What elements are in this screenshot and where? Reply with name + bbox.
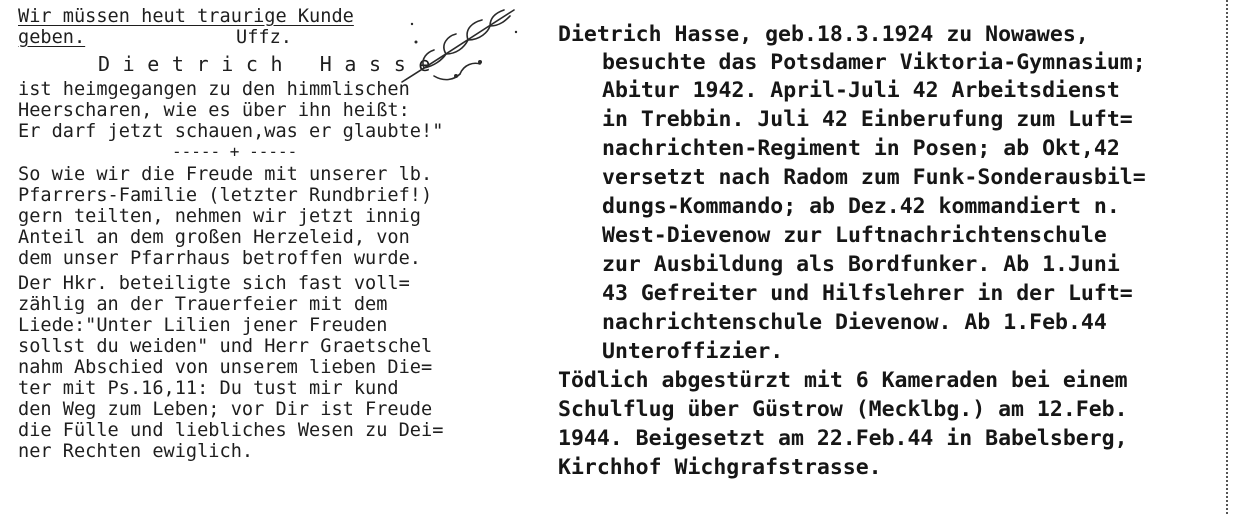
bio-line: nachrichtenschule Dievenow. Ab 1.Feb.44 [602, 310, 1107, 335]
bio-line: nachrichten-Regiment in Posen; ab Okt,42 [602, 136, 1120, 161]
paragraph-line: Pfarrers-Familie (letzter Rundbrief!) [18, 185, 433, 206]
page-edge-divider [1226, 0, 1231, 514]
bio-line: 1944. Beigesetzt am 22.Feb.44 in Babelsberg, [558, 426, 1128, 451]
notice-heading-line-1: Wir müssen heut traurige Kunde [18, 6, 354, 27]
bio-line: besuchte das Potsdamer Viktoria-Gymnasium; [602, 50, 1146, 75]
bio-line: Schulflug über Güstrow (Mecklbg.) am 12.Feb. [558, 397, 1128, 422]
notice-heading-line-2: geben. [18, 27, 86, 48]
bio-line: Kirchhof Wichgrafstrasse. [558, 455, 882, 480]
paragraph-line: ner Rechten ewiglich. [18, 441, 254, 462]
paragraph-line: nahm Abschied von unserem lieben Die= [18, 357, 433, 378]
rank-label: Uffz. [236, 27, 292, 48]
bio-line: Unteroffizier. [602, 339, 784, 364]
palm-branch-icon [394, 2, 530, 88]
paragraph-line: ter mit Ps.16,11: Du tust mir kund [18, 378, 399, 399]
bio-line: in Trebbin. Juli 42 Einberufung zum Luft= [602, 107, 1133, 132]
paragraph-line: die Fülle und liebliches Wesen zu Dei= [18, 420, 444, 441]
paragraph-line: Heerscharen, wie es über ihn heißt: [18, 100, 410, 121]
paragraph-line: Liede:"Unter Lilien jener Freuden [18, 315, 388, 336]
bio-line: West-Dievenow zur Luftnachrichtenschule [602, 223, 1107, 248]
paragraph-line: Der Hkr. beteiligte sich fast voll= [18, 273, 410, 294]
paragraph-line: den Weg zum Leben; vor Dir ist Freude [18, 399, 433, 420]
bio-line: dungs-Kommando; ab Dez.42 kommandiert n. [602, 194, 1120, 219]
paragraph-line: dem unser Pfarrhaus betroffen wurde. [18, 248, 421, 269]
paragraph-line: ist heimgegangen zu den himmlischen [18, 79, 410, 100]
bio-line: versetzt nach Radom zum Funk-Sonderausbil= [602, 165, 1146, 190]
paragraph-line: Er darf jetzt schauen,was er glaubte!" [18, 121, 444, 142]
bio-line: zur Ausbildung als Bordfunker. Ab 1.Juni [602, 252, 1120, 277]
bio-line: Tödlich abgestürzt mit 6 Kameraden bei einem [558, 368, 1128, 393]
paragraph-line: gern teilten, nehmen wir jetzt innig [18, 206, 421, 227]
deceased-name: Dietrich Hasse [98, 52, 443, 76]
bio-line: 43 Gefreiter und Hilfslehrer in der Luft= [602, 281, 1133, 306]
bio-line: Abitur 1942. April-Juli 42 Arbeitsdienst [602, 78, 1120, 103]
paragraph-line: sollst du weiden" und Herr Graetschel [18, 336, 433, 357]
paragraph-line: Anteil an dem großen Herzeleid, von [18, 227, 410, 248]
bio-line: Dietrich Hasse, geb.18.3.1924 zu Nowawes, [558, 22, 1089, 47]
paragraph-line: zählig an der Trauerfeier mit dem [18, 294, 388, 315]
section-divider: ----- + ----- [172, 142, 298, 161]
paragraph-line: So wie wir die Freude mit unserer lb. [18, 164, 433, 185]
